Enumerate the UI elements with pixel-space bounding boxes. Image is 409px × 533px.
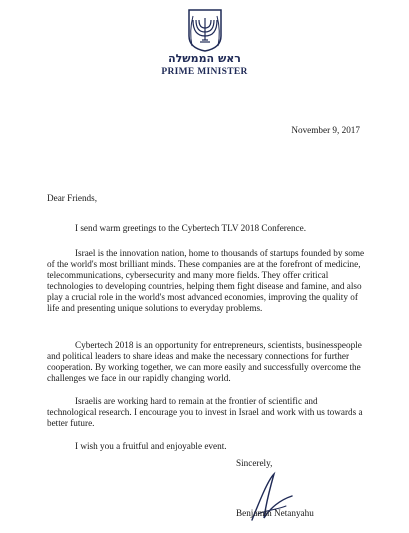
paragraph-2: Israel is the innovation nation, home to thousands of startups founded by some of the world's most brilliant minds. These companies are at the forefront of medicine, telecommunications, cybersecurity and many more fields. They offer critical technologies to developing countries, helping them fight disease and famine, and also play a crucial role in the world's most advanced economies, improving the quality of life and presenting unique solutions to everyday problems. — [47, 248, 365, 313]
english-title: PRIME MINISTER — [161, 67, 248, 77]
letter-date: November 9, 2017 — [291, 125, 360, 135]
paragraph-4: Israelis are working hard to remain at the frontier of scientific and technological research. I encourage you to invest in Israel and work with us towards a better future. — [47, 396, 363, 428]
closing: Sincerely, — [236, 458, 273, 468]
paragraph-1: I send warm greetings to the Cybertech TLV 2018 Conference. — [75, 223, 306, 233]
signatory-name: Benjamin Netanyahu — [236, 508, 314, 518]
hebrew-title: ראש הממשלה — [168, 52, 241, 65]
salutation: Dear Friends, — [47, 193, 98, 203]
state-emblem-icon — [185, 6, 225, 52]
paragraph-5: I wish you a fruitful and enjoyable event. — [75, 441, 227, 451]
paragraph-3: Cybertech 2018 is an opportunity for entrepreneurs, scientists, businesspeople and political leaders to share ideas and make the necessary connections for further cooperation. By working together, we can more easily and successfully overcome the challenges we face in our rapidly changing world. — [47, 340, 362, 383]
